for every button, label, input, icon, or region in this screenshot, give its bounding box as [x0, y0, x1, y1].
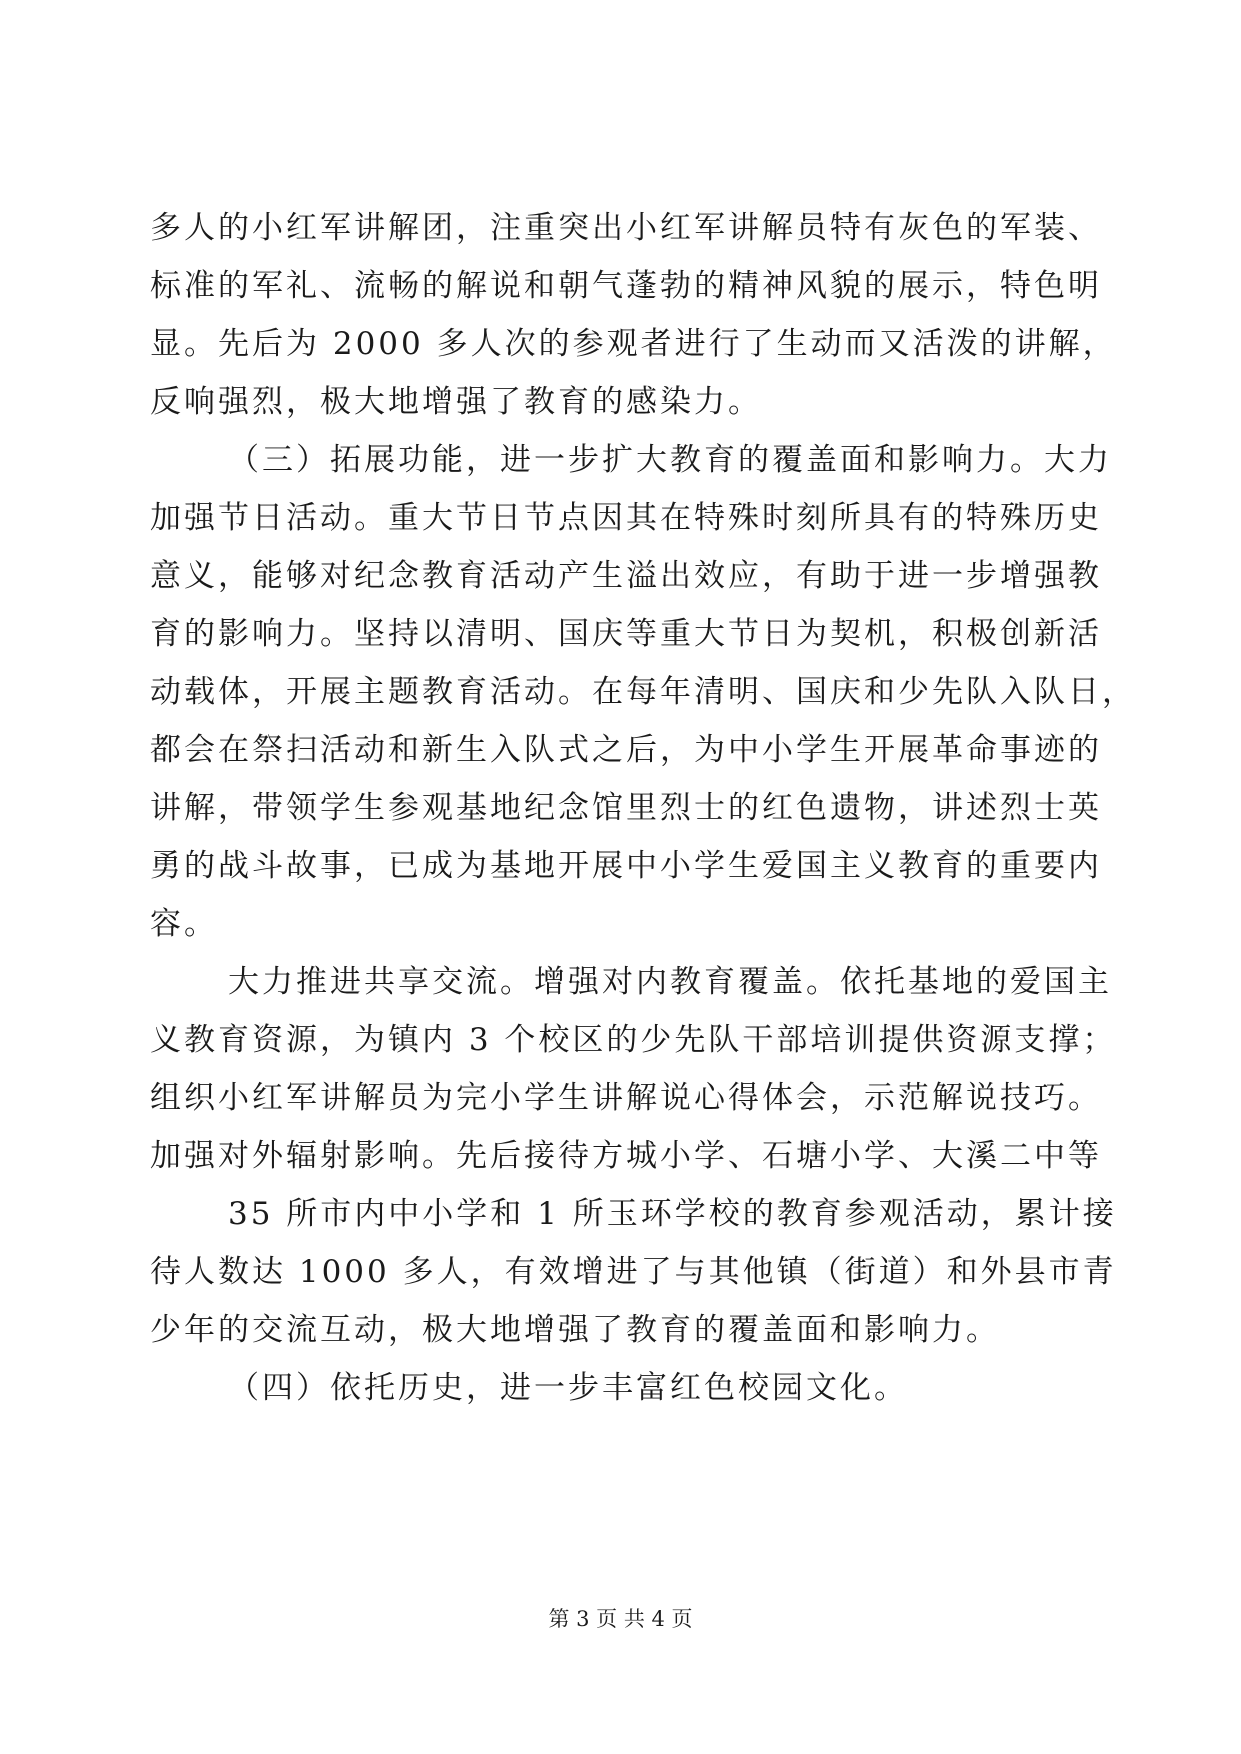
text-line: 动载体，开展主题教育活动。在每年清明、国庆和少先队入队日， [150, 674, 1136, 710]
text-line: 少年的交流互动，极大地增强了教育的覆盖面和影响力。 [150, 1312, 1000, 1348]
text-line: 育的影响力。坚持以清明、国庆等重大节日为契机，积极创新活 [150, 616, 1102, 652]
text-line: 多人的小红军讲解团，注重突出小红军讲解员特有灰色的军装、 [150, 210, 1102, 246]
text-line: 容。 [150, 906, 218, 942]
paragraph-start: 35 所市内中小学和 1 所玉环学校的教育参观活动，累计接 [228, 1196, 1117, 1232]
text-line: 待人数达 1000 多人，有效增进了与其他镇（街道）和外县市青 [150, 1254, 1117, 1290]
text-line: 勇的战斗故事，已成为基地开展中小学生爱国主义教育的重要内 [150, 848, 1102, 884]
text-line: 讲解，带领学生参观基地纪念馆里烈士的红色遗物，讲述烈士英 [150, 790, 1102, 826]
text-line: 意义，能够对纪念教育活动产生溢出效应，有助于进一步增强教 [150, 558, 1102, 594]
text-line: 加强节日活动。重大节日节点因其在特殊时刻所具有的特殊历史 [150, 500, 1102, 536]
section-heading: （四）依托历史，进一步丰富红色校园文化。 [228, 1370, 908, 1406]
text-line: 都会在祭扫活动和新生入队式之后，为中小学生开展革命事迹的 [150, 732, 1102, 768]
text-line: 组织小红军讲解员为完小学生讲解说心得体会，示范解说技巧。 [150, 1080, 1102, 1116]
page-footer: 第 3 页 共 4 页 [548, 1607, 693, 1631]
text-line: 显。先后为 2000 多人次的参观者进行了生动而又活泼的讲解， [150, 326, 1117, 362]
section-heading: （三）拓展功能，进一步扩大教育的覆盖面和影响力。大力 [228, 442, 1112, 478]
text-line: 义教育资源，为镇内 3 个校区的少先队干部培训提供资源支撑； [150, 1022, 1117, 1058]
paragraph-start: 大力推进共享交流。增强对内教育覆盖。依托基地的爱国主 [228, 964, 1112, 1000]
text-line: 加强对外辐射影响。先后接待方城小学、石塘小学、大溪二中等 [150, 1138, 1102, 1174]
text-line: 反响强烈，极大地增强了教育的感染力。 [150, 384, 762, 420]
text-line: 标准的军礼、流畅的解说和朝气蓬勃的精神风貌的展示，特色明 [150, 268, 1102, 304]
